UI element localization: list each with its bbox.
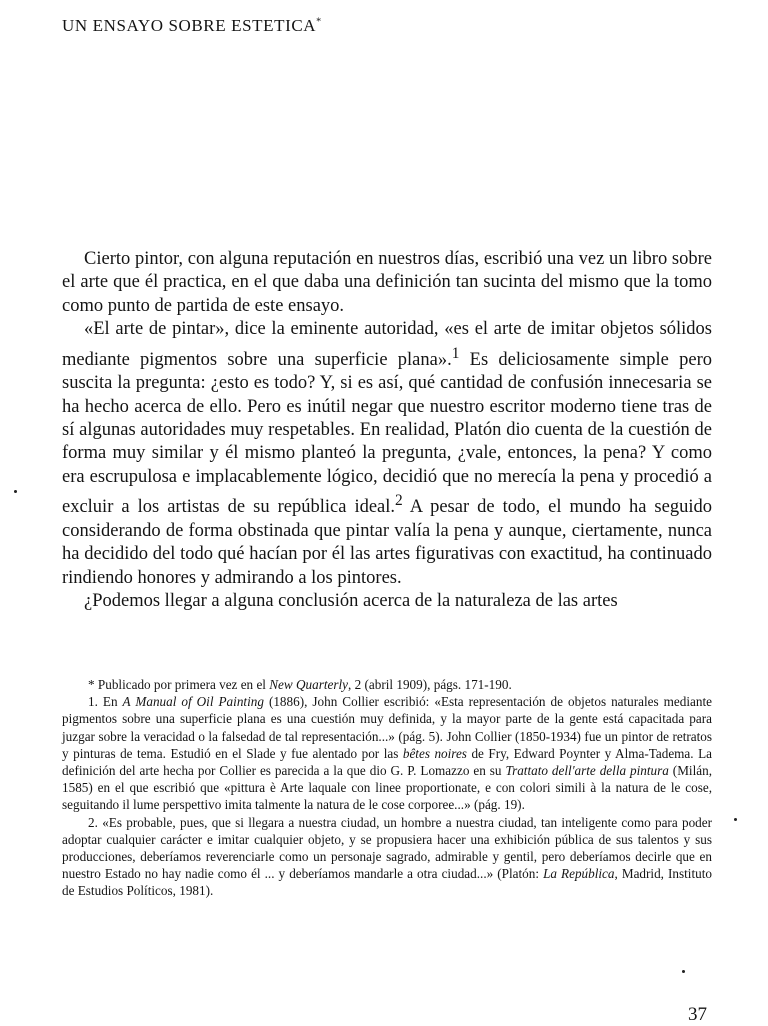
main-text (62, 248, 712, 613)
paragraph-3: ¿Podemos llegar a alguna conclusión acerca de la naturaleza de las artes (84, 591, 618, 611)
footnote-star-journal: New Quarterly (269, 677, 349, 692)
footnote-1-c: de Fry, Edward Poynter y Alma-Tadema. La definición del arte hecha por Collier es parecida a la que dio G. P. Lomazzo en su (62, 745, 712, 779)
running-title (62, 16, 322, 36)
paragraph-2-part-b: Es deliciosamente simple pero suscita la pregunta: ¿esto es todo? Y, si es así, qué cantidad de confusión innecesaria se ha hecho acerca de ello. Pero es inútil negar que nuestro escritor moderno tiene tras de sí algunas autoridades muy respetables. En realidad, Platón dio cuenta de la cuestión de forma muy similar y él mismo planteó la pregunta, ¿vale, entonces, la pena? Y como era escrupulosa e implacablemente lógico, decidió que no merecía la pena y procedió a excluir a los artistas de su república ideal. (62, 349, 712, 518)
footnote-star-b: , 2 (abril 1909), págs. 171-190. (348, 677, 512, 692)
footnote-star-a: * Publicado por primera vez en el (88, 677, 270, 692)
scan-speck (14, 490, 17, 493)
paragraph-2-part-a: «El arte de pintar», dice la eminente autoridad, «es el arte de imitar objetos sólidos mediante pigmentos sobre una superficie plana». (62, 319, 712, 370)
footnotes (62, 676, 712, 900)
footnote-1-betes: bêtes noires (402, 745, 467, 761)
footnote-1-trattato: Trattato dell'arte della pintura (505, 763, 669, 779)
scan-speck (734, 818, 737, 821)
footnote-ref-1: 1 (451, 344, 460, 362)
footnote-1 (62, 693, 712, 813)
title-footnote-mark: * (316, 16, 322, 28)
paragraph-2-part-c: A pesar de todo, el mundo ha seguido considerando de forma obstinada que pintar valía la pena y aunque, ciertamente, nunca ha decidido del todo qué hacían por él las artes figurativas con exactitud, ha continuado rindiendo honores y admirando a los pintores. (62, 497, 712, 588)
footnote-2-b: , Madrid, Instituto de Estudios Políticos, 1981). (62, 866, 712, 899)
running-title-text: UN ENSAYO SOBRE ESTETICA (62, 16, 317, 35)
footnote-1-d: (Milán, 1585) en el que escribió que «pittura è Arte laquale con linee proportionate, e con colori simili à la natura de le cose, seguitando il lume perspettivo imita talmente la natura de le cose corporee...» (pág. 19). (62, 763, 712, 813)
footnote-2 (62, 814, 712, 900)
footnote-1-a: 1. En (88, 694, 123, 710)
paragraph-2 (62, 318, 712, 590)
footnote-1-b: (1886), John Collier escribió: «Esta representación de objetos naturales mediante pigmentos sobre una superficie plana es una cuestión muy definida, y la mayor parte de la gente está capacitada para juzgar sobre la veracidad o la falsedad de tal representación...» (pág. 5). John Collier (1850-1934) fue un pintor de retratos y pinturas de tema. Estudió en el Slade y fue alentado por las (62, 694, 713, 761)
paragraph-1: Cierto pintor, con alguna reputación en nuestros días, escribió una vez un libro sobre el arte que él practica, en el que daba una definición tan sucinta del mismo que la tomo como punto de partida de este ensayo. (62, 249, 712, 316)
footnote-ref-2: 2 (395, 492, 403, 510)
footnote-2-book: La República (543, 866, 615, 882)
footnote-star (62, 676, 712, 693)
scan-speck (682, 970, 685, 973)
page-number: 37 (688, 1004, 707, 1025)
footnote-1-book: A Manual of Oil Painting (122, 694, 264, 710)
footnote-2-a: 2. «Es probable, pues, que si llegara a nuestra ciudad, un hombre a nuestra ciudad, tan inteligente como para poder adoptar cualquier carácter e imitar cualquier objeto, y se propusiera hacer una exhibición pública de sus talentos y sus producciones, deberíamos reverenciarle como un personaje sagrado, admirable y gentil, pero deberíamos decirle que en nuestro Estado no hay nadie como él ... y deberíamos mandarle a otra ciudad...» (Platón: (62, 814, 712, 882)
